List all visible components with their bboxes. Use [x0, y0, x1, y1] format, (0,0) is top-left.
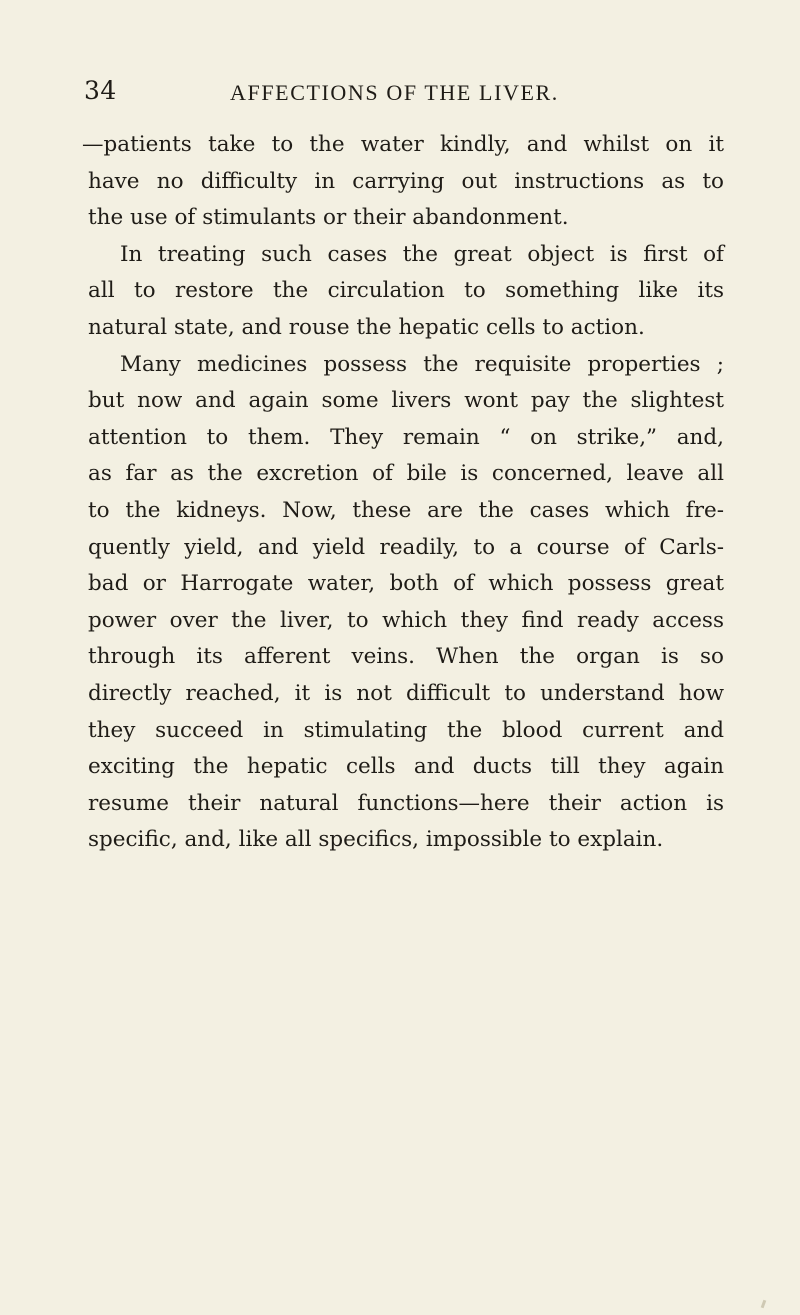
- text-line: In treating such cases the great object is first of: [120, 241, 724, 267]
- text-line: quently yield, and yield readily, to a course of Carls-: [88, 534, 724, 560]
- text-line: but now and again some livers wont pay the slightest: [88, 388, 724, 414]
- text-line: exciting the hepatic cells and ducts till they again: [88, 754, 724, 780]
- page-number: 34: [84, 76, 117, 105]
- text-line: have no difficulty in carrying out instructions as to: [88, 168, 724, 194]
- text-line: all to restore the circulation to something like its: [88, 278, 724, 304]
- running-head: AFFECTIONS OF THE LIVER.: [230, 80, 559, 105]
- page-header: [84, 76, 720, 112]
- text-line: —patients take to the water kindly, and whilst on it: [82, 132, 724, 157]
- text-line: bad or Harrogate water, both of which possess great: [88, 571, 724, 597]
- text-line: through its afferent veins. When the organ is so: [88, 644, 724, 670]
- text-line: as far as the excretion of bile is concerned, leave all: [88, 461, 724, 487]
- text-line: to the kidneys. Now, these are the cases which fre-: [88, 497, 724, 523]
- paper-mark: [761, 1300, 767, 1309]
- text-line: specific, and, like all specifics, impossible to explain.: [88, 827, 664, 853]
- text-line: the use of stimulants or their abandonment.: [88, 205, 569, 231]
- text-line: natural state, and rouse the hepatic cells to action.: [88, 314, 645, 340]
- text-line: attention to them. They remain “ on strike,” and,: [88, 424, 724, 450]
- body-text: [82, 127, 724, 859]
- text-line: power over the liver, to which they find ready access: [88, 607, 724, 633]
- text-line: they succeed in stimulating the blood current and: [88, 717, 724, 743]
- text-line: Many medicines possess the requisite properties ;: [120, 351, 724, 377]
- text-line: directly reached, it is not difficult to understand how: [88, 680, 724, 706]
- text-line: resume their natural functions—here their action is: [88, 790, 724, 816]
